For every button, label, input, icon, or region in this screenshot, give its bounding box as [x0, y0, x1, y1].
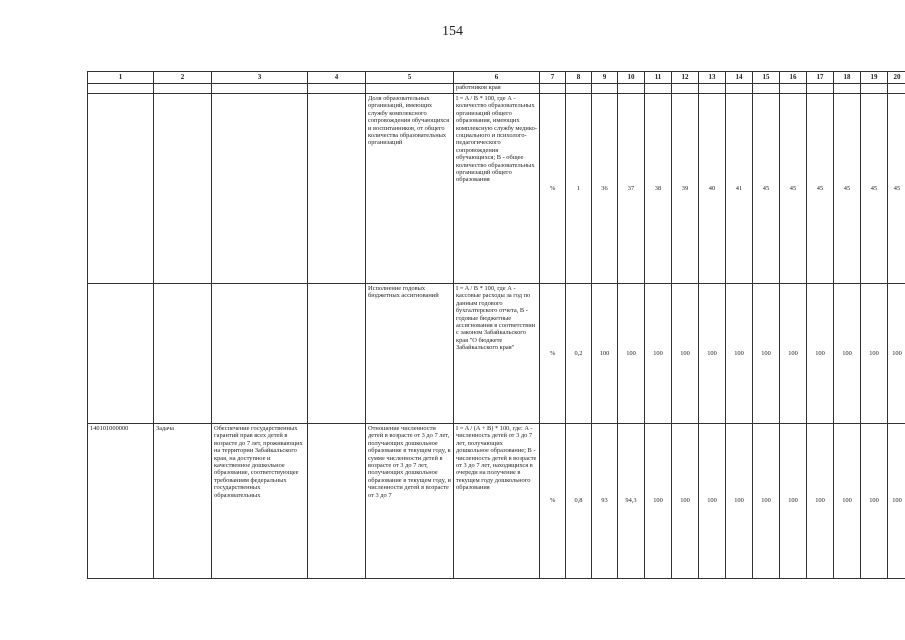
value-cell: 36 — [592, 94, 618, 284]
value-cell: 100 — [699, 424, 726, 579]
cell-c1 — [88, 94, 154, 284]
table-row — [88, 424, 905, 579]
value-cell: 39 — [672, 94, 699, 284]
table-row — [88, 284, 905, 424]
unit-cell: % — [540, 424, 566, 579]
value-cell: 100 — [618, 284, 645, 424]
cell-c3 — [212, 284, 308, 424]
unit-cell: % — [540, 94, 566, 284]
cell-c2: Задача — [154, 424, 212, 579]
column-header: 3 — [212, 72, 308, 84]
value-cell: 100 — [834, 284, 861, 424]
column-header: 2 — [154, 72, 212, 84]
value-cell: 100 — [888, 424, 905, 579]
value-cell: 100 — [780, 424, 807, 579]
cell-c6: I = A / B * 100, где А - количество образовательных организаций общего образования, имеющих комплексную службу медико-социального и психолого-педагогического сопровождения обучающихся; В - общее количество образовательных организаций общего образования — [454, 94, 540, 284]
value-cell: 100 — [726, 284, 753, 424]
column-header: 9 — [592, 72, 618, 84]
value-cell: 100 — [672, 284, 699, 424]
cell-c6: I = A / (A + B) * 100, где: А - численность детей от 3 до 7 лет, получающих дошкольное образование; В - численность детей в возрасте от 3 до 7 лет, находящихся в очереди на получение в текущем году дошкольного образования — [454, 424, 540, 579]
column-header: 7 — [540, 72, 566, 84]
cell-c1: 140101000000 — [88, 424, 154, 579]
column-header: 5 — [366, 72, 454, 84]
value-cell: 100 — [780, 284, 807, 424]
cell-c5: Исполнение годовых бюджетных ассигнований — [366, 284, 454, 424]
column-header: 18 — [834, 72, 861, 84]
column-header: 16 — [780, 72, 807, 84]
column-header: 6 — [454, 72, 540, 84]
cell-c3 — [212, 94, 308, 284]
cell-c4 — [308, 94, 366, 284]
value-cell: 100 — [807, 284, 834, 424]
value-cell: 1 — [566, 94, 592, 284]
value-cell: 0,8 — [566, 424, 592, 579]
cell-c3: Обеспечение государственных гарантий прав всех детей в возрасте до 7 лет, проживающих на территории Забайкальского края, на доступное и качественное дошкольное образование, соответствующее требованиям федеральных государственных образовательных — [212, 424, 308, 579]
value-cell: 100 — [861, 284, 888, 424]
value-cell: 100 — [645, 424, 672, 579]
indicators-table — [87, 71, 905, 579]
value-cell: 100 — [807, 424, 834, 579]
value-cell: 100 — [699, 284, 726, 424]
value-cell: 100 — [645, 284, 672, 424]
value-cell: 100 — [753, 424, 780, 579]
cell-c4 — [308, 284, 366, 424]
cell-c2 — [154, 94, 212, 284]
column-header: 12 — [672, 72, 699, 84]
column-header: 8 — [566, 72, 592, 84]
value-cell: 45 — [753, 94, 780, 284]
value-cell: 45 — [834, 94, 861, 284]
value-cell: 45 — [888, 94, 905, 284]
column-header: 17 — [807, 72, 834, 84]
continuation-formula: работников края — [454, 84, 540, 94]
column-header: 15 — [753, 72, 780, 84]
cell-c5: Доля образовательных организаций, имеющих службу комплексного сопровождения обучающихся и воспитанников, от общего количества образовательных организаций — [366, 94, 454, 284]
value-cell: 41 — [726, 94, 753, 284]
column-header: 14 — [726, 72, 753, 84]
value-cell: 37 — [618, 94, 645, 284]
value-cell: 38 — [645, 94, 672, 284]
column-header: 10 — [618, 72, 645, 84]
value-cell: 40 — [699, 94, 726, 284]
value-cell: 45 — [780, 94, 807, 284]
value-cell: 93 — [592, 424, 618, 579]
header-row — [88, 72, 905, 84]
table-row — [88, 94, 905, 284]
value-cell: 100 — [861, 424, 888, 579]
value-cell: 100 — [726, 424, 753, 579]
page-number: 154 — [442, 24, 463, 39]
unit-cell: % — [540, 284, 566, 424]
column-header: 19 — [861, 72, 888, 84]
cell-c5: Отношение численности детей в возрасте от 3 до 7 лет, получающих дошкольное образование в текущем году, к сумме численности детей в возрасте от 3 до 7 лет, получающих дошкольное образование в текущем году, и численности детей в возрасте от 3 до 7 — [366, 424, 454, 579]
value-cell: 100 — [753, 284, 780, 424]
cell-c4 — [308, 424, 366, 579]
column-header: 4 — [308, 72, 366, 84]
value-cell: 45 — [861, 94, 888, 284]
value-cell: 45 — [807, 94, 834, 284]
value-cell: 100 — [672, 424, 699, 579]
column-header: 1 — [88, 72, 154, 84]
column-header: 20 — [888, 72, 905, 84]
value-cell: 100 — [888, 284, 905, 424]
value-cell: 100 — [834, 424, 861, 579]
cell-c6: I = A / B * 100, где А - кассовые расходы за год по данным годового бухгалтерского отчета, В - годовые бюджетные ассигнования в соответствии с законом Забайкальского края "О бюджете Забайкальского края" — [454, 284, 540, 424]
value-cell: 94,3 — [618, 424, 645, 579]
value-cell: 100 — [592, 284, 618, 424]
column-header: 11 — [645, 72, 672, 84]
column-header: 13 — [699, 72, 726, 84]
cell-c1 — [88, 284, 154, 424]
cell-c2 — [154, 284, 212, 424]
value-cell: 0,2 — [566, 284, 592, 424]
continuation-row — [88, 84, 905, 94]
